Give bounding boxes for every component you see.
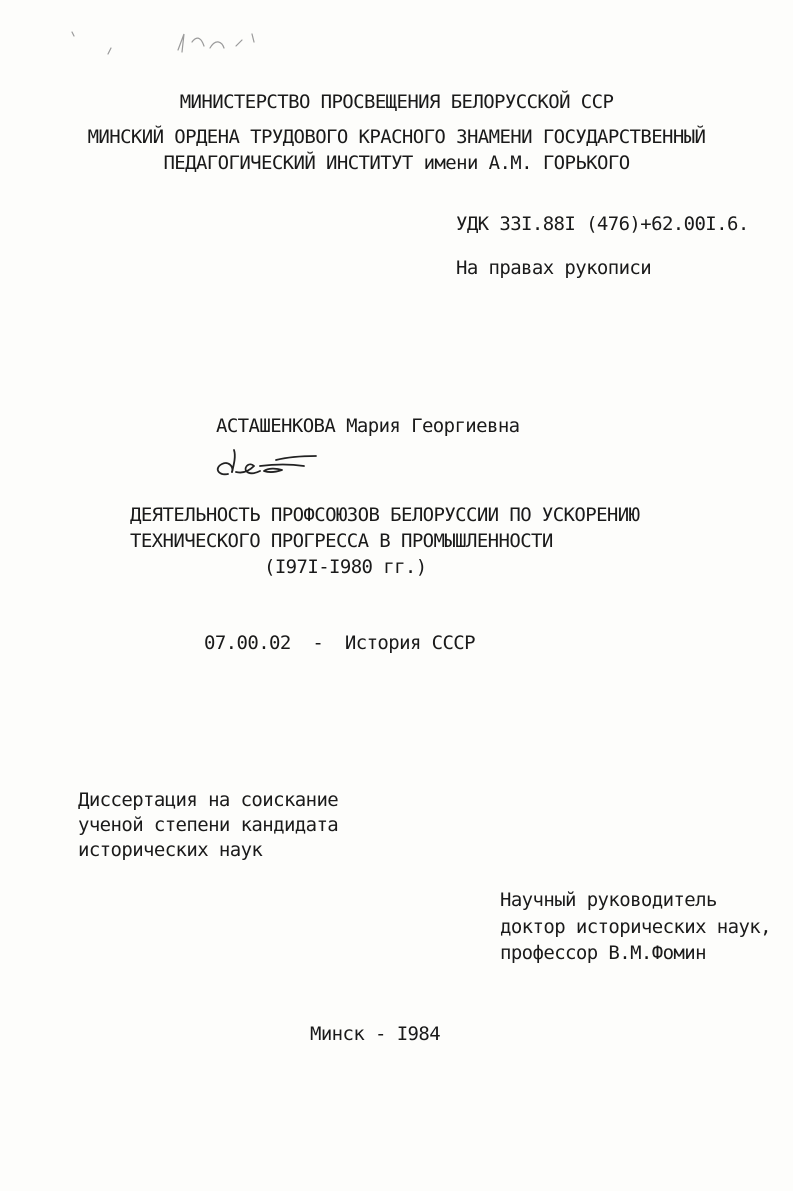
place-year: Минск - I984	[310, 1023, 441, 1045]
title-line-2: ТЕХНИЧЕСКОГО ПРОГРЕССА В ПРОМЫШЛЕННОСТИ	[130, 530, 553, 552]
degree-line-1: Диссертация на соискание	[78, 789, 339, 811]
udk-code: УДК 33I.88I (476)+62.00I.6.	[456, 213, 749, 235]
pencil-scribble	[60, 20, 280, 70]
title-line-1: ДЕЯТЕЛЬНОСТЬ ПРОФСОЮЗОВ БЕЛОРУССИИ ПО УСКОРЕНИЮ	[130, 504, 640, 526]
institute-line-1: МИНСКИЙ ОРДЕНА ТРУДОВОГО КРАСНОГО ЗНАМЕНИ ГОСУДАРСТВЕННЫЙ	[87, 126, 706, 148]
author-signature	[206, 444, 326, 484]
ministry-line: МИНИСТЕРСТВО ПРОСВЕЩЕНИЯ БЕЛОРУССКОЙ ССР	[179, 91, 614, 113]
manuscript-note: На правах рукописи	[456, 257, 652, 279]
institute-line-2: ПЕДАГОГИЧЕСКИЙ ИНСТИТУТ имени А.М. ГОРЬКОГО	[163, 152, 630, 174]
supervisor-line-2: доктор исторических наук,	[500, 916, 771, 938]
supervisor-line-1: Научный руководитель	[500, 889, 717, 911]
degree-line-3: исторических наук	[78, 839, 263, 861]
specialty-code: 07.00.02 - История СССР	[204, 632, 475, 654]
degree-line-2: ученой степени кандидата	[78, 814, 339, 836]
title-years: (I97I-I980 гг.)	[264, 556, 427, 578]
author-name: АСТАШЕНКОВА Мария Георгиевна	[216, 415, 520, 437]
supervisor-line-3: профессор В.М.Фомин	[500, 942, 706, 964]
